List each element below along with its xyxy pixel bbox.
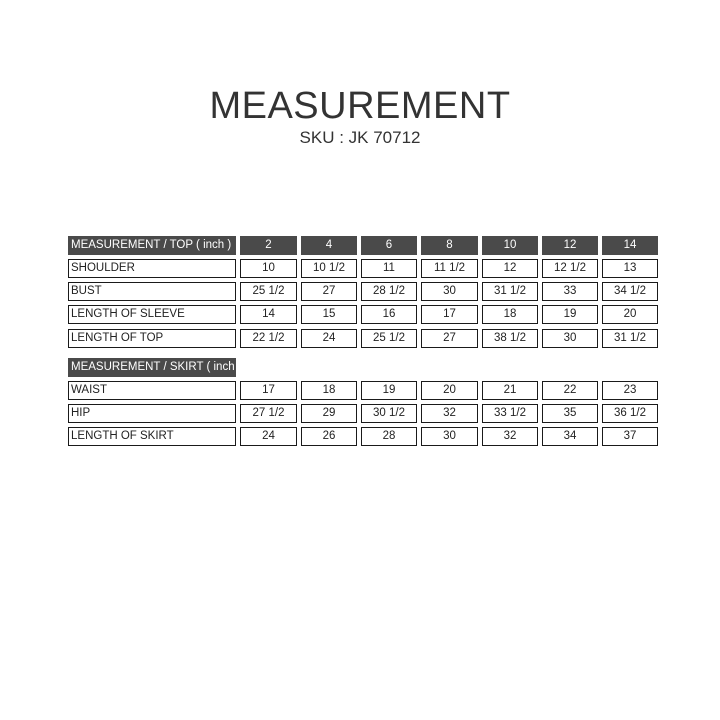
measurement-cell: 11 1/2 bbox=[421, 259, 478, 278]
measurement-cell: 19 bbox=[542, 305, 598, 324]
measurement-cell: 35 bbox=[542, 404, 598, 423]
measurement-cell: 17 bbox=[421, 305, 478, 324]
measurement-cell: 32 bbox=[421, 404, 478, 423]
measurement-cell: 38 1/2 bbox=[482, 329, 538, 348]
measurement-cell: 11 bbox=[361, 259, 417, 278]
measurement-cell: 15 bbox=[301, 305, 357, 324]
size-header: 14 bbox=[602, 236, 658, 255]
measurement-cell: 10 1/2 bbox=[301, 259, 357, 278]
measurement-cell: 32 bbox=[482, 427, 538, 446]
measurement-cell: 23 bbox=[602, 381, 658, 400]
measurement-cell: 28 1/2 bbox=[361, 282, 417, 301]
measurement-cell: 33 1/2 bbox=[482, 404, 538, 423]
measurement-cell: 27 1/2 bbox=[240, 404, 297, 423]
measurement-cell: 21 bbox=[482, 381, 538, 400]
measurement-cell: 28 bbox=[361, 427, 417, 446]
measurement-cell: 33 bbox=[542, 282, 598, 301]
row-label: HIP bbox=[68, 404, 236, 423]
measurement-cell: 24 bbox=[240, 427, 297, 446]
top-table-title: MEASUREMENT / TOP ( inch ) bbox=[68, 236, 236, 255]
measurement-cell: 13 bbox=[602, 259, 658, 278]
measurement-cell: 12 1/2 bbox=[542, 259, 598, 278]
measurement-cell: 27 bbox=[421, 329, 478, 348]
row-label: LENGTH OF SKIRT bbox=[68, 427, 236, 446]
page-title: MEASUREMENT bbox=[209, 85, 511, 127]
measurement-cell: 17 bbox=[240, 381, 297, 400]
measurement-cell: 30 bbox=[421, 427, 478, 446]
size-header: 2 bbox=[240, 236, 297, 255]
measurement-cell: 26 bbox=[301, 427, 357, 446]
measurement-cell: 20 bbox=[602, 305, 658, 324]
row-label: BUST bbox=[68, 282, 236, 301]
row-label: LENGTH OF SLEEVE bbox=[68, 305, 236, 324]
measurement-cell: 30 bbox=[542, 329, 598, 348]
measurement-cell: 36 1/2 bbox=[602, 404, 658, 423]
size-header: 4 bbox=[301, 236, 357, 255]
measurement-cell: 24 bbox=[301, 329, 357, 348]
measurement-cell: 37 bbox=[602, 427, 658, 446]
measurement-cell: 27 bbox=[301, 282, 357, 301]
measurement-cell: 31 1/2 bbox=[482, 282, 538, 301]
measurement-cell: 25 1/2 bbox=[240, 282, 297, 301]
measurement-cell: 34 1/2 bbox=[602, 282, 658, 301]
row-label: LENGTH OF TOP bbox=[68, 329, 236, 348]
row-label: SHOULDER bbox=[68, 259, 236, 278]
measurement-cell: 14 bbox=[240, 305, 297, 324]
size-header: 10 bbox=[482, 236, 538, 255]
measurement-cell: 30 bbox=[421, 282, 478, 301]
size-header: 6 bbox=[361, 236, 417, 255]
measurement-cell: 31 1/2 bbox=[602, 329, 658, 348]
sku-label: SKU : JK 70712 bbox=[299, 128, 421, 147]
measurement-cell: 34 bbox=[542, 427, 598, 446]
measurement-cell: 29 bbox=[301, 404, 357, 423]
measurement-cell: 18 bbox=[482, 305, 538, 324]
skirt-table-title: MEASUREMENT / SKIRT ( inch bbox=[68, 358, 236, 377]
measurement-cell: 20 bbox=[421, 381, 478, 400]
measurement-cell: 22 bbox=[542, 381, 598, 400]
measurement-cell: 19 bbox=[361, 381, 417, 400]
measurement-cell: 12 bbox=[482, 259, 538, 278]
measurement-cell: 18 bbox=[301, 381, 357, 400]
measurement-cell: 16 bbox=[361, 305, 417, 324]
measurement-cell: 22 1/2 bbox=[240, 329, 297, 348]
size-header: 12 bbox=[542, 236, 598, 255]
measurement-cell: 10 bbox=[240, 259, 297, 278]
measurement-cell: 30 1/2 bbox=[361, 404, 417, 423]
row-label: WAIST bbox=[68, 381, 236, 400]
size-header: 8 bbox=[421, 236, 478, 255]
measurement-cell: 25 1/2 bbox=[361, 329, 417, 348]
